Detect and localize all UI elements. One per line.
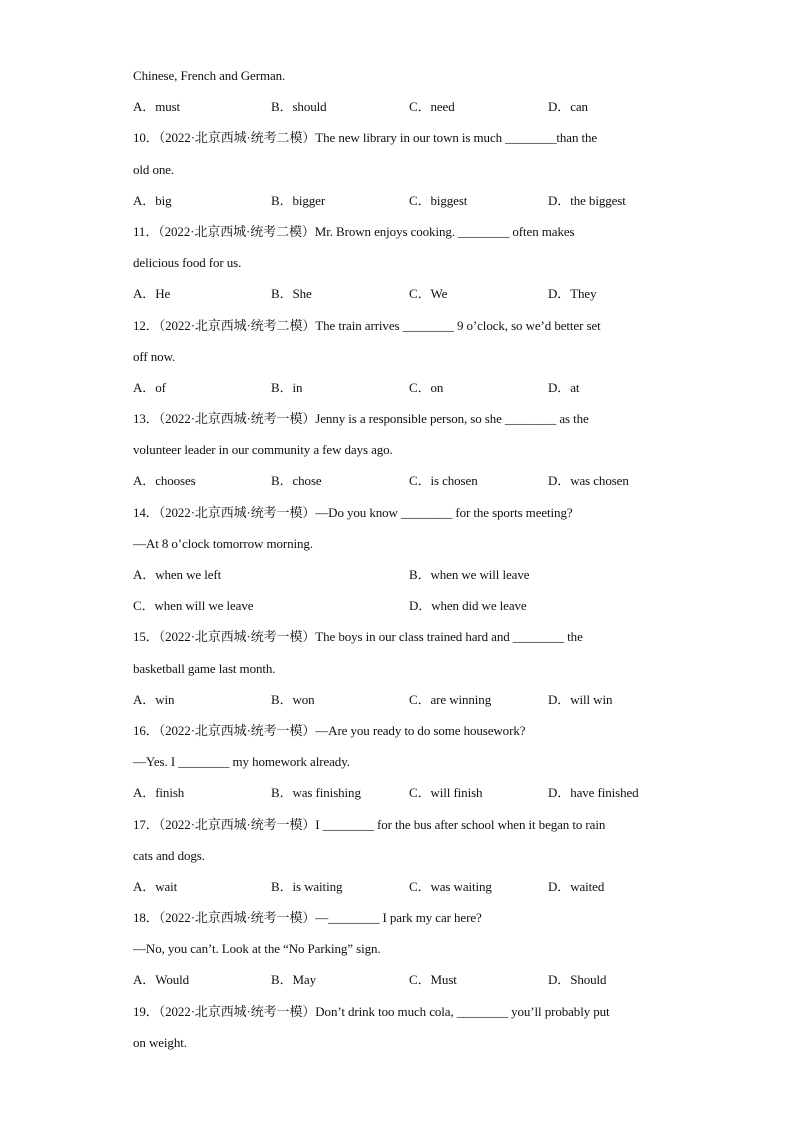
question-text-line: on weight. [133,1034,187,1050]
answer-options-row [133,684,663,715]
question-text-line: off now. [133,348,176,364]
question-text-line: volunteer leader in our community a few days ago. [133,442,393,458]
question-text-line: 12．（2022·北京西城·统考二模）The train arrives ________ 9 o’clock, so we’d better set [133,317,601,333]
answer-option-d: D．have finished [548,785,639,801]
question-text-line: basketball game last month. [133,660,276,676]
question-text-line: 18．（2022·北京西城·统考一模）—________ I park my car here? [133,910,482,926]
answer-options-row [133,91,663,122]
answer-option-c: C．are winning [409,691,492,707]
answer-option-a: A．finish [133,785,185,801]
answer-option-c: C．was waiting [409,878,492,894]
answer-option-b: B．was finishing [271,785,361,801]
answer-option-b: B．should [271,99,327,115]
answer-option-a: A．big [133,192,172,208]
answer-options-row [133,590,663,621]
answer-option-b: B．She [271,286,312,302]
question-text-line: delicious food for us. [133,255,242,271]
answer-option-a: A．chooses [133,473,196,489]
answer-option-c: C．We [409,286,448,302]
question-text-line: 16．（2022·北京西城·统考一模）—Are you ready to do some housework? [133,722,526,738]
question-text-line: —Yes. I ________ my homework already. [133,754,350,770]
answer-option-d: D．will win [548,691,613,707]
question-text-line: 11．（2022·北京西城·统考二模）Mr. Brown enjoys cooking. ________ often makes [133,223,575,239]
worksheet-page [133,60,663,1058]
answer-option-c: C．Must [409,972,457,988]
answer-option-b: B．won [271,691,315,707]
answer-option-b: B．bigger [271,192,326,208]
answer-option: C．when will we leave [133,598,254,614]
question-text-line: old one. [133,161,175,177]
answer-option-d: D．Should [548,972,607,988]
answer-option-a: A．must [133,99,181,115]
answer-option-a: A．of [133,379,166,395]
answer-option-c: C．on [409,379,444,395]
question-text-line: 17．（2022·北京西城·统考一模）I ________ for the bus after school when it began to rain [133,816,606,832]
question-text-line: cats and dogs. [133,847,205,863]
answer-option-a: A．wait [133,878,178,894]
answer-option-b: B．May [271,972,317,988]
answer-option-c: C．biggest [409,192,468,208]
question-text-line: 10．（2022·北京西城·统考二模）The new library in our town is much ________than the [133,130,598,146]
answer-option-a: A．He [133,286,171,302]
answer-options-row [133,185,663,216]
answer-options-row [133,871,663,902]
answer-option-a: A．Would [133,972,190,988]
answer-option: D．when did we leave [409,598,527,614]
answer-option-c: C．is chosen [409,473,478,489]
answer-option-d: D．can [548,99,588,115]
answer-option-d: D．was chosen [548,473,629,489]
answer-option: B．when we will leave [409,567,530,582]
answer-option-a: A．win [133,691,175,707]
question-text-line: 15．（2022·北京西城·统考一模）The boys in our class trained hard and ________ the [133,629,583,645]
answer-option-d: D．They [548,286,597,302]
answer-options-row [133,465,663,496]
answer-option-b: B．chose [271,473,322,489]
question-text-line: —At 8 o’clock tomorrow morning. [133,535,313,551]
answer-option-b: B．in [271,379,303,395]
answer-option-d: D．waited [548,878,605,894]
question-text-line: 14．（2022·北京西城·统考一模）—Do you know ________ for the sports meeting? [133,504,573,520]
answer-option-b: B．is waiting [271,878,343,894]
answer-option-d: D．the biggest [548,192,626,208]
answer-options-row [133,278,663,309]
answer-options-row [133,777,663,808]
answer-option-c: C．will finish [409,785,483,801]
question-text-line: 13．（2022·北京西城·统考一模）Jenny is a responsible person, so she ________ as the [133,411,589,427]
question-text-line: Chinese, French and German. [133,68,286,83]
answer-options-row [133,559,663,590]
question-text-line: 19．（2022·北京西城·统考一模）Don’t drink too much cola, ________ you’ll probably put [133,1003,610,1019]
answer-option: A．when we left [133,567,222,582]
answer-option-c: C．need [409,99,455,115]
answer-option-d: D．at [548,379,580,395]
question-text-line: —No, you can’t. Look at the “No Parking” sign. [133,941,381,957]
answer-options-row [133,964,663,995]
answer-options-row [133,372,663,403]
